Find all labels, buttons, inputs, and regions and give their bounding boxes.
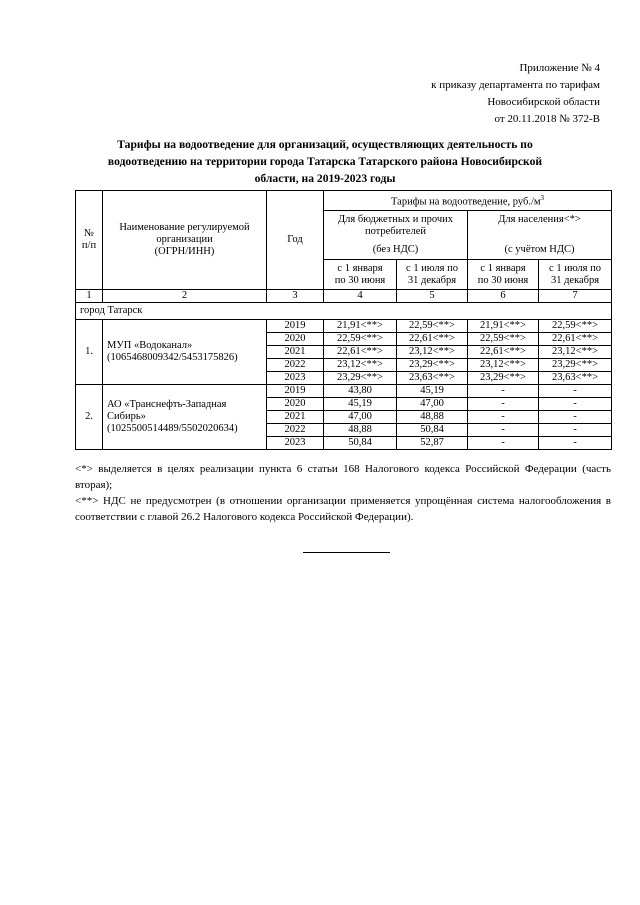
- tariff-cell: -: [468, 437, 539, 450]
- tariff-cell: 47,00: [397, 398, 468, 411]
- header-period: с 1 января по 30 июня: [324, 260, 397, 290]
- tariff-cell: 23,12<**>: [468, 359, 539, 372]
- col-number: 4: [324, 290, 397, 303]
- tariff-cell: 47,00: [324, 411, 397, 424]
- tariff-cell: 22,59<**>: [468, 333, 539, 346]
- tariff-cell: 48,88: [397, 411, 468, 424]
- tariff-cell: -: [539, 411, 612, 424]
- tariff-cell: -: [468, 411, 539, 424]
- col-number: 1: [76, 290, 103, 303]
- tariff-cell: -: [539, 437, 612, 450]
- table-row: [76, 320, 612, 333]
- org-num: 2.: [76, 385, 103, 450]
- tariff-cell: 23,12<**>: [539, 346, 612, 359]
- year-cell: 2021: [267, 346, 324, 359]
- tariff-cell: 22,59<**>: [324, 333, 397, 346]
- tariff-cell: 43,80: [324, 385, 397, 398]
- tariff-cell: 23,12<**>: [397, 346, 468, 359]
- year-cell: 2023: [267, 372, 324, 385]
- year-cell: 2023: [267, 437, 324, 450]
- tariff-cell: 22,61<**>: [397, 333, 468, 346]
- header-period: с 1 января по 30 июня: [468, 260, 539, 290]
- tariff-cell: 23,29<**>: [324, 372, 397, 385]
- header-population: Для населения<*> (с учётом НДС): [468, 211, 612, 260]
- header-period: с 1 июля по 31 декабря: [397, 260, 468, 290]
- city-row: город Татарск: [76, 303, 612, 320]
- org-name: АО «Транснефть-Западная Сибирь» (1025500514489/5502020634): [103, 385, 267, 450]
- appendix-line: Приложение № 4: [519, 62, 600, 74]
- year-cell: 2021: [267, 411, 324, 424]
- tariff-cell: -: [539, 398, 612, 411]
- col-number: 5: [397, 290, 468, 303]
- title-line: Тарифы на водоотведение для организаций, осуществляющих деятельность по: [117, 138, 533, 151]
- appendix-line: к приказу департамента по тарифам: [431, 79, 600, 91]
- org-name: МУП «Водоканал» (1065468009342/5453175826): [103, 320, 267, 385]
- tariff-cell: 22,59<**>: [397, 320, 468, 333]
- header-org: Наименование регулируемой организации (ОГРН/ИНН): [103, 191, 267, 290]
- footnotes: [75, 461, 611, 525]
- appendix-line: от 20.11.2018 № 372-В: [494, 113, 600, 125]
- tariff-cell: 22,61<**>: [539, 333, 612, 346]
- col-number: 6: [468, 290, 539, 303]
- tariff-cell: 22,59<**>: [539, 320, 612, 333]
- tariff-cell: -: [468, 398, 539, 411]
- tariff-cell: 48,88: [324, 424, 397, 437]
- tariff-cell: 23,29<**>: [539, 359, 612, 372]
- tariff-cell: 52,87: [397, 437, 468, 450]
- col-number: 2: [103, 290, 267, 303]
- tariff-cell: 45,19: [397, 385, 468, 398]
- title-line: водоотведению на территории города Татарска Татарского района Новосибирской: [107, 155, 543, 168]
- org-num: 1.: [76, 320, 103, 385]
- tariff-table: [75, 190, 612, 450]
- col-number: 7: [539, 290, 612, 303]
- footnote: <**> НДС не предусмотрен (в отношении организации применяется упрощённая система налогообложения в соответствии с главой 26.2 Налогового кодекса Российской Федерации).: [75, 495, 611, 523]
- tariff-cell: 45,19: [324, 398, 397, 411]
- tariff-cell: -: [468, 385, 539, 398]
- tariff-cell: 50,84: [324, 437, 397, 450]
- header-tariffs: Тарифы на водоотведение, $руб./м^3$: [324, 191, 612, 211]
- tariff-cell: 23,12<**>: [324, 359, 397, 372]
- tariff-cell: 21,91<**>: [324, 320, 397, 333]
- year-cell: 2020: [267, 398, 324, 411]
- tariff-cell: -: [539, 385, 612, 398]
- title-line: области, на 2019-2023 годы: [254, 172, 396, 185]
- tariff-cell: 23,63<**>: [539, 372, 612, 385]
- closing-line: [303, 552, 390, 553]
- tariff-cell: 23,29<**>: [468, 372, 539, 385]
- document-title: [90, 136, 560, 187]
- col-number: 3: [267, 290, 324, 303]
- header-budget: Для бюджетных и прочих потребителей (без НДС): [324, 211, 468, 260]
- header-period: с 1 июля по 31 декабря: [539, 260, 612, 290]
- year-cell: 2019: [267, 320, 324, 333]
- tariff-cell: 23,29<**>: [397, 359, 468, 372]
- header-year: Год: [267, 191, 324, 290]
- appendix-header: [350, 60, 600, 128]
- tariff-cell: 21,91<**>: [468, 320, 539, 333]
- footnote: <*> выделяется в целях реализации пункта 6 статьи 168 Налогового кодекса Российской Федерации (часть вторая);: [75, 463, 611, 491]
- tariff-cell: -: [468, 424, 539, 437]
- tariff-cell: 22,61<**>: [324, 346, 397, 359]
- year-cell: 2022: [267, 359, 324, 372]
- tariff-cell: -: [539, 424, 612, 437]
- year-cell: 2020: [267, 333, 324, 346]
- year-cell: 2019: [267, 385, 324, 398]
- table-row: [76, 385, 612, 398]
- year-cell: 2022: [267, 424, 324, 437]
- tariff-cell: 23,63<**>: [397, 372, 468, 385]
- header-num: № п/п: [76, 191, 103, 290]
- tariff-cell: 50,84: [397, 424, 468, 437]
- tariff-cell: 22,61<**>: [468, 346, 539, 359]
- appendix-line: Новосибирской области: [487, 96, 600, 108]
